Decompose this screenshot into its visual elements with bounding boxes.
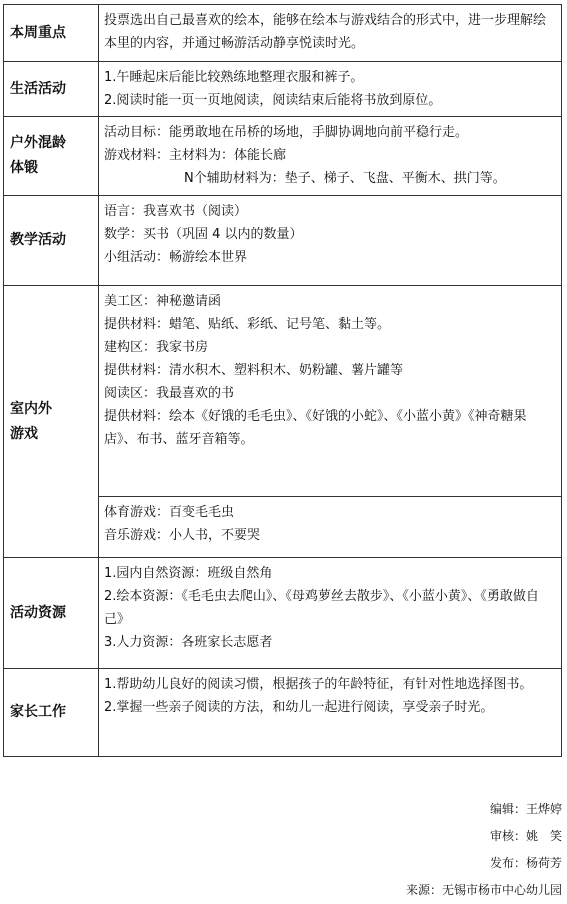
editor-credit: 编辑：王烨婷 <box>489 802 562 816</box>
resource-item-books: 2.绘本资源：《毛毛虫去爬山》、《母鸡萝丝去散步》、《小蓝小黄》、《勇敢做自己》 <box>104 589 539 627</box>
parent-work-item: 1.帮助幼儿良好的阅读习惯，根据孩子的年龄特征，有针对性地选择图书。 <box>104 677 533 692</box>
sports-game: 体育游戏：百变毛毛虫 <box>104 505 235 520</box>
row-label-activity-resources: 活动资源 <box>4 558 99 669</box>
life-activity-content <box>99 62 562 117</box>
row-parent-work <box>4 669 562 757</box>
weekly-plan-table <box>3 4 562 757</box>
row-indoor-outdoor-games <box>4 286 562 497</box>
music-game: 音乐游戏：小人书，不要哭 <box>104 528 261 543</box>
sports-music-games-content <box>99 497 562 558</box>
weekly-focus-content <box>99 5 562 62</box>
teaching-item-language: 语言：我喜欢书（阅读） <box>104 204 248 219</box>
publisher-credit: 发布：杨荷芳 <box>489 856 562 870</box>
row-label-outdoor-line1: 户外混龄 <box>10 135 66 151</box>
row-label-parent-work: 家长工作 <box>4 669 99 757</box>
row-label-indoor-outdoor-games <box>4 286 99 558</box>
row-label-games-line1: 室内外 <box>10 400 52 417</box>
row-label-games-line2: 游戏 <box>10 425 38 442</box>
parent-work-content <box>99 669 562 757</box>
resource-item-nature: 1.园内自然资源：班级自然角 <box>104 566 273 581</box>
build-materials: 提供材料：清水积木、塑料积木、奶粉罐、薯片罐等 <box>104 363 404 378</box>
life-activity-item: 1.午睡起床后能比较熟练地整理衣服和裤子。 <box>104 70 364 85</box>
row-teaching-activity <box>4 196 562 286</box>
teaching-item-math: 数学：买书（巩固 4 以内的数量） <box>104 227 303 242</box>
source-credit: 来源：无锡市杨市中心幼儿园 <box>405 883 562 897</box>
activity-resources-content <box>99 558 562 669</box>
area-games-content <box>99 286 562 497</box>
life-activity-item: 2.阅读时能一页一页地阅读，阅读结束后能将书放到原位。 <box>104 93 442 108</box>
row-weekly-focus <box>4 5 562 62</box>
row-outdoor-exercise <box>4 117 562 196</box>
art-materials: 提供材料：蜡笔、贴纸、彩纸、记号笔、黏土等。 <box>104 317 391 332</box>
row-activity-resources <box>4 558 562 669</box>
resource-item-people: 3.人力资源：各班家长志愿者 <box>104 635 273 650</box>
row-label-teaching-activity: 教学活动 <box>4 196 99 286</box>
document-footer <box>406 796 562 904</box>
row-label-weekly-focus: 本周重点 <box>4 5 99 62</box>
outdoor-materials: 游戏材料：主材料为：体能长廊 <box>104 148 287 163</box>
row-label-outdoor-exercise <box>4 117 99 196</box>
outdoor-exercise-content <box>99 117 562 196</box>
weekly-focus-text: 投票选出自己最喜欢的绘本，能够在绘本与游戏结合的形式中，进一步理解绘本里的内容，并通过畅游活动静享悦读时光。 <box>104 13 547 51</box>
reviewer-credit: 审核：姚 笑 <box>489 829 562 843</box>
row-life-activity <box>4 62 562 117</box>
row-label-outdoor-line2: 体锻 <box>10 160 38 176</box>
teaching-item-group: 小组活动：畅游绘本世界 <box>104 250 248 265</box>
build-area: 建构区：我家书房 <box>104 340 209 355</box>
outdoor-aux-materials: N个辅助材料为：垫子、梯子、飞盘、平衡木、拱门等。 <box>184 171 506 186</box>
reading-area: 阅读区：我最喜欢的书 <box>104 386 235 401</box>
art-area: 美工区：神秘邀请函 <box>104 294 222 309</box>
outdoor-goal: 活动目标：能勇敢地在吊桥的场地，手脚协调地向前平稳行走。 <box>104 125 469 140</box>
row-label-life-activity: 生活活动 <box>4 62 99 117</box>
reading-materials: 提供材料：绘本《好饿的毛毛虫》、《好饿的小蛇》、《小蓝小黄》《神奇糖果店》、布书、蓝牙音箱等。 <box>104 409 527 447</box>
parent-work-item: 2.掌握一些亲子阅读的方法，和幼儿一起进行阅读，享受亲子时光。 <box>104 700 494 715</box>
teaching-activity-content <box>99 196 562 286</box>
